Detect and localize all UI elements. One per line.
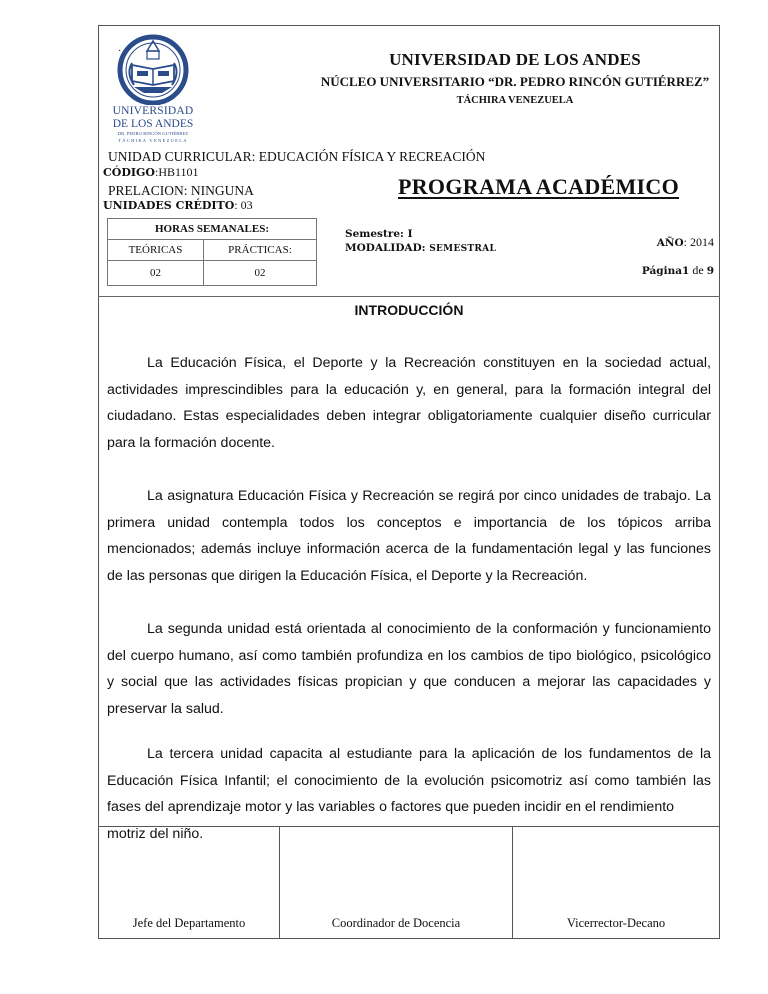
hours-table-header: HORAS SEMANALES:: [108, 219, 317, 240]
pagina-label: Página: [641, 265, 683, 277]
pagina-de: de: [689, 263, 707, 277]
anio-value: : 2014: [683, 235, 714, 249]
semestre-label: Semestre:: [345, 228, 408, 240]
university-name: UNIVERSIDAD DE LOS ANDES: [389, 50, 641, 69]
logo-line-3: DR. PEDRO RINCÓN GUTIÉRREZ: [117, 131, 189, 136]
signature-cell-coordinador: [280, 827, 513, 938]
page-number: [642, 263, 714, 278]
signature-label-vicerrector: Vicerrector-Decano: [566, 916, 666, 930]
signature-label-coordinador: Coordinador de Docencia: [331, 916, 461, 930]
prelacion: [108, 183, 254, 199]
header-divider: [98, 296, 720, 297]
intro-paragraph-1: La Educación Física, el Deporte y la Recreación constituyen en la sociedad actual, actividades imprescindibles para la educación y, en general, para la formación integral del ciudadano. Estas especialidades deben integrar obligatoriamente cualquier diseño curricular para la formación docente.: [107, 355, 711, 451]
hours-table: [107, 218, 317, 286]
prelacion-label: PRELACION:: [108, 183, 191, 198]
intro-paragraph-3: La segunda unidad está orientada al conocimiento de la conformación y funcionamiento del cuerpo humano, así como también profundiza en los cambios de tipo biológico, psicológico y social que las actividades físicas propician y que conducen a mejorar las capacidades y preservar la salud.: [107, 621, 711, 717]
semestre-value: I: [407, 228, 413, 240]
modalidad-value: SEMESTRAL: [429, 244, 497, 254]
intro-paragraph-2: La asignatura Educación Física y Recreación se regirá por cinco unidades de trabajo. La primera unidad contempla todos los conceptos e importancia de los tópicos arriba mencionados; además incluye información acerca de la fundamentación legal y las funciones de las personas que dirigen la Educación Física, el Deporte y la Recreación.: [107, 488, 711, 584]
pagina-total: 9: [706, 265, 714, 277]
creditos-value: : 03: [234, 198, 253, 212]
intro-paragraph-4: La tercera unidad capacita al estudiante para la aplicación de los fundamentos de la Educación Física Infantil; el conocimiento de la evolución psicomotriz así como también las fases del aprendizaje motor y las variables o factores que pueden incidir en el rendimiento: [107, 746, 711, 815]
section-title: INTRODUCCIÓN: [354, 302, 464, 318]
logo-line-1: UNIVERSIDAD: [112, 105, 194, 117]
codigo-label: CÓDIGO: [103, 166, 155, 179]
modalidad: [345, 242, 496, 254]
signature-cell-vicerrector: [513, 827, 719, 938]
unidad-curricular: [108, 149, 485, 165]
logo-line-4: TÁCHIRA VENEZUELA: [118, 137, 188, 143]
page-title: PROGRAMA ACADÉMICO: [398, 174, 680, 199]
hours-col-practicas: PRÁCTICAS:: [203, 240, 316, 261]
codigo-value: :HB1101: [155, 165, 199, 179]
logo-line-2: DE LOS ANDES: [112, 117, 194, 130]
anio: [657, 235, 714, 250]
unidad-curricular-value: EDUCACIÓN FÍSICA Y RECREACIÓN: [258, 149, 486, 164]
signature-cell-jefe: [99, 827, 280, 938]
university-logo: [108, 33, 198, 145]
codigo: [103, 165, 199, 180]
hours-value-practicas: 02: [203, 261, 316, 286]
pagina-current: 1: [682, 265, 690, 277]
nucleo-name: NÚCLEO UNIVERSITARIO “DR. PEDRO RINCÓN GUTIÉRREZ”: [320, 74, 710, 89]
creditos-label: UNIDADES CRÉDITO: [103, 199, 235, 212]
unidades-credito: [103, 198, 253, 213]
semestre: [345, 228, 412, 240]
hours-col-teoricas: TEÓRICAS: [108, 240, 204, 261]
stray-dot: ·: [118, 46, 122, 57]
modalidad-label: MODALIDAD:: [345, 242, 430, 254]
university-crest-icon: [114, 33, 192, 105]
state-name: TÁCHIRA VENEZUELA: [456, 95, 574, 106]
overflow-text-line: motriz del niño.: [107, 826, 204, 842]
signature-label-jefe: Jefe del Departamento: [132, 916, 246, 930]
unidad-curricular-label: UNIDAD CURRICULAR:: [108, 149, 259, 164]
logo-wordmark: [108, 106, 198, 143]
prelacion-value: NINGUNA: [190, 183, 254, 198]
hours-value-teoricas: 02: [108, 261, 204, 286]
anio-label: AÑO: [656, 237, 684, 249]
